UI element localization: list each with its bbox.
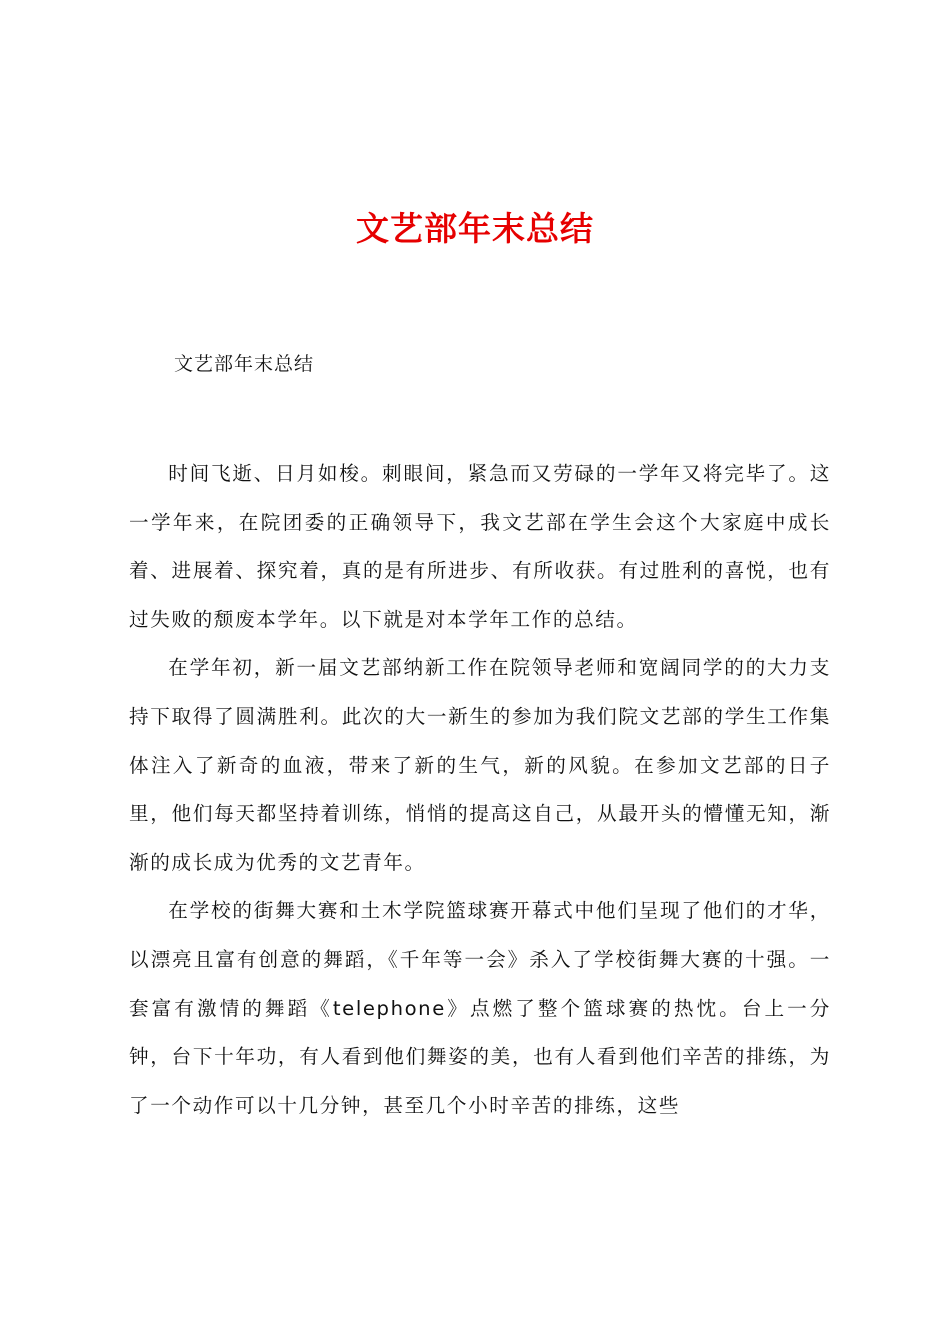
document-body (129, 450, 831, 1130)
document-title: 文艺部年末总结 (356, 209, 594, 248)
body-paragraph: 在学校的街舞大赛和土木学院篮球赛开幕式中他们呈现了他们的才华，以漂亮且富有创意的舞蹈，《千年等一会》杀入了学校街舞大赛的十强。一套富有激情的舞蹈《telephone》点燃了整个篮球赛的热忱。台上一分钟，台下十年功，有人看到他们舞姿的美，也有人看到他们辛苦的排练，为了一个动作可以十几分钟，甚至几个小时辛苦的排练，这些 (129, 899, 831, 1117)
body-paragraph: 时间飞逝、日月如梭。刺眼间，紧急而又劳碌的一学年又将完毕了。这一学年来，在院团委的正确领导下，我文艺部在学生会这个大家庭中成长着、进展着、探究着，真的是有所进步、有所收获。有过胜利的喜悦，也有过失败的颓废本学年。以下就是对本学年工作的总结。 (129, 462, 831, 631)
body-paragraph: 在学年初，新一届文艺部纳新工作在院领导老师和宽阔同学的的大力支持下取得了圆满胜利。此次的大一新生的参加为我们院文艺部的学生工作集体注入了新奇的血液，带来了新的生气，新的风貌。在参加文艺部的日子里，他们每天都坚持着训练，悄悄的提高这自己，从最开头的懵懂无知，渐渐的成长成为优秀的文艺青年。 (129, 656, 831, 874)
document-subtitle: 文艺部年末总结 (174, 353, 315, 375)
